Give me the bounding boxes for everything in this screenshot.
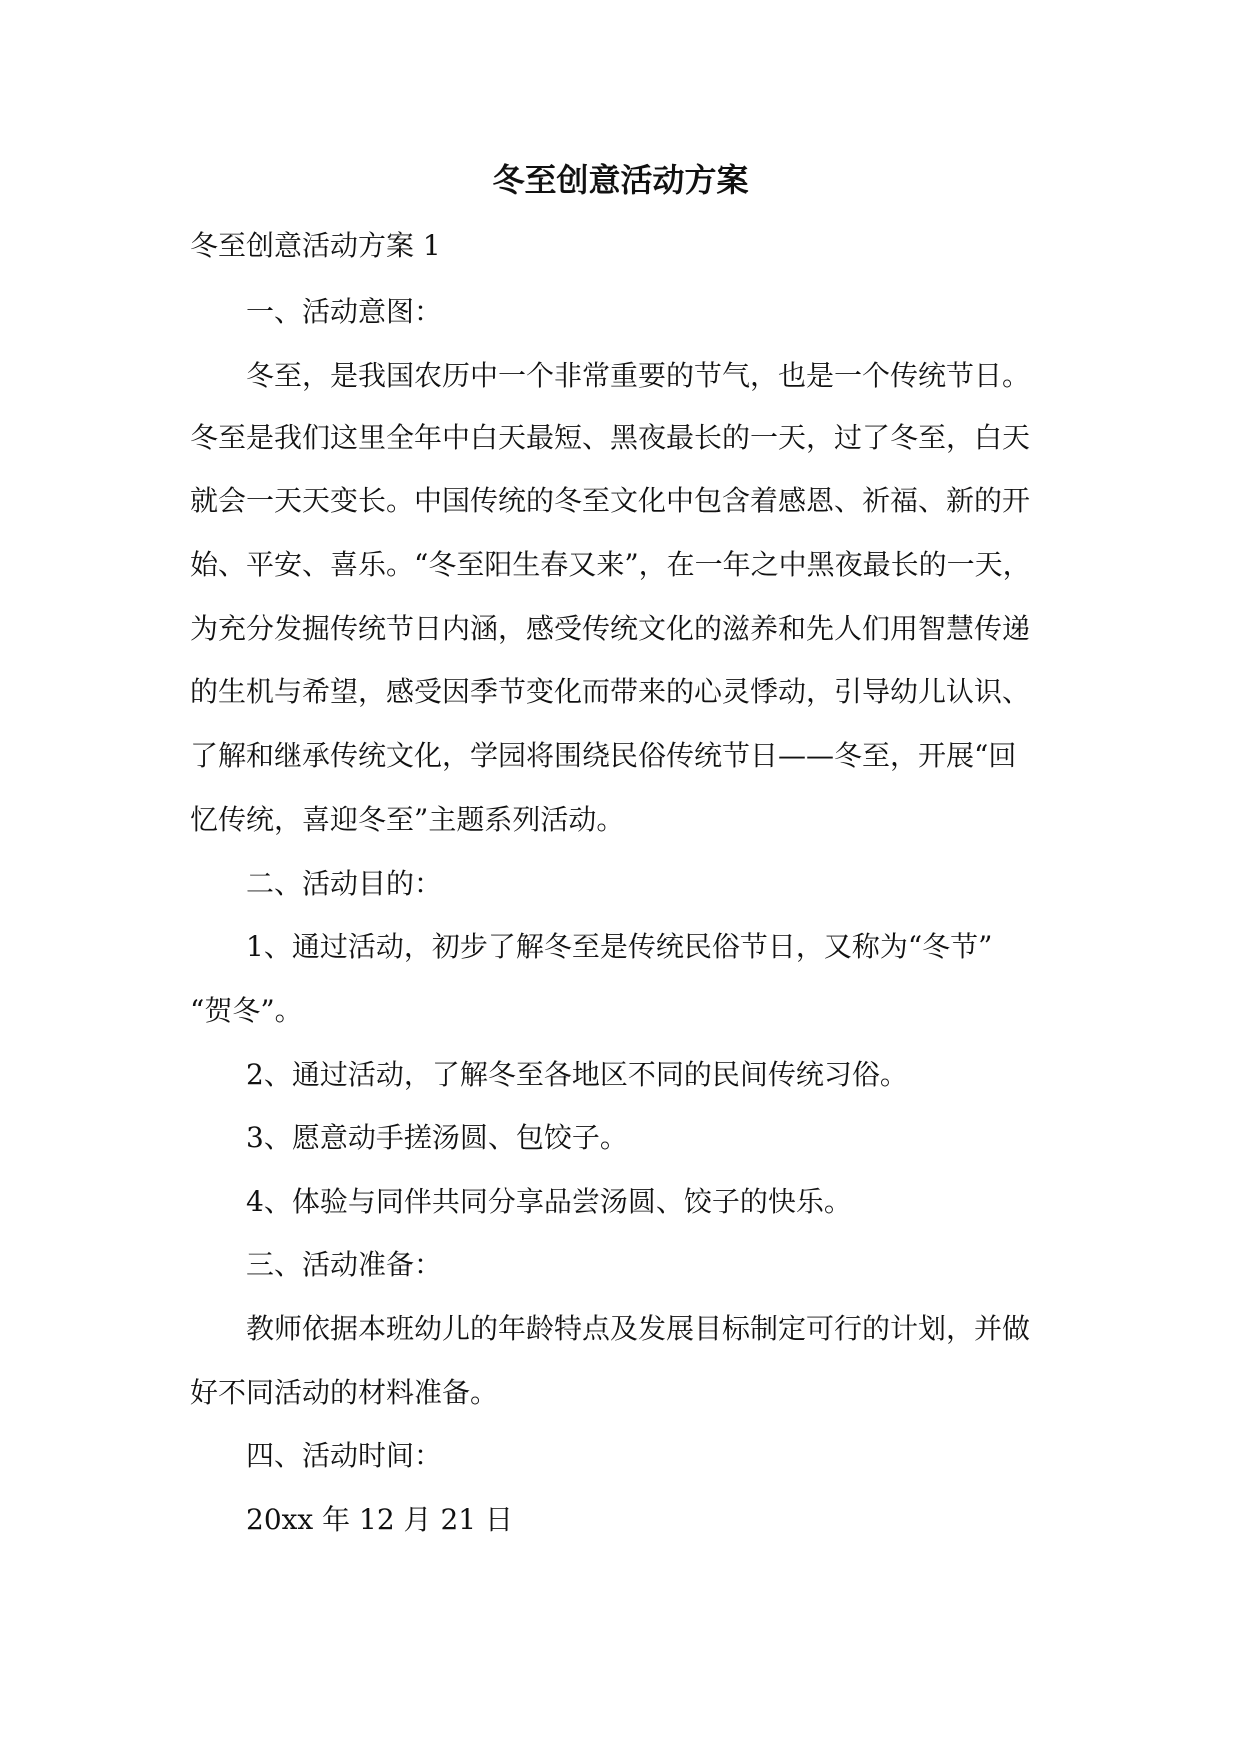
list-item: 2、通过活动，了解冬至各地区不同的民间传统习俗。 <box>246 1058 908 1091</box>
paragraph-line: 为充分发掘传统节日内涵，感受传统文化的滋养和先人们用智慧传递 <box>190 612 1031 645</box>
list-item-continuation: “贺冬”。 <box>190 994 303 1027</box>
paragraph-line: 始、平安、喜乐。“冬至阳生春又来”，在一年之中黑夜最长的一天， <box>190 548 1031 581</box>
section-heading-intent: 一、活动意图： <box>246 295 443 328</box>
list-item: 4、体验与同伴共同分享品尝汤圆、饺子的快乐。 <box>246 1185 852 1218</box>
paragraph-line: 就会一天天变长。中国传统的冬至文化中包含着感恩、祈福、新的开 <box>190 484 1031 517</box>
section-heading-preparation: 三、活动准备： <box>246 1248 443 1281</box>
activity-date: 20xx 年 12 月 21 日 <box>246 1503 513 1536</box>
list-item: 3、愿意动手搓汤圆、包饺子。 <box>246 1121 628 1154</box>
paragraph-line: 了解和继承传统文化，学园将围绕民俗传统节日——冬至，开展“回 <box>190 739 1017 772</box>
list-item: 1、通过活动，初步了解冬至是传统民俗节日，又称为“冬节” <box>246 930 993 963</box>
paragraph-line: 忆传统，喜迎冬至”主题系列活动。 <box>190 803 625 836</box>
section-heading-purpose: 二、活动目的： <box>246 867 443 900</box>
document-subtitle: 冬至创意活动方案 1 <box>190 229 441 262</box>
paragraph-line: 冬至，是我国农历中一个非常重要的节气，也是一个传统节日。 <box>246 359 1031 392</box>
paragraph-line: 好不同活动的材料准备。 <box>190 1376 499 1409</box>
document-title: 冬至创意活动方案 <box>492 161 749 199</box>
paragraph-line: 的生机与希望，感受因季节变化而带来的心灵悸动，引导幼儿认识、 <box>190 675 1031 708</box>
paragraph-line: 教师依据本班幼儿的年龄特点及发展目标制定可行的计划，并做 <box>246 1312 1031 1345</box>
section-heading-time: 四、活动时间： <box>246 1439 443 1472</box>
paragraph-line: 冬至是我们这里全年中白天最短、黑夜最长的一天，过了冬至，白天 <box>190 421 1031 454</box>
